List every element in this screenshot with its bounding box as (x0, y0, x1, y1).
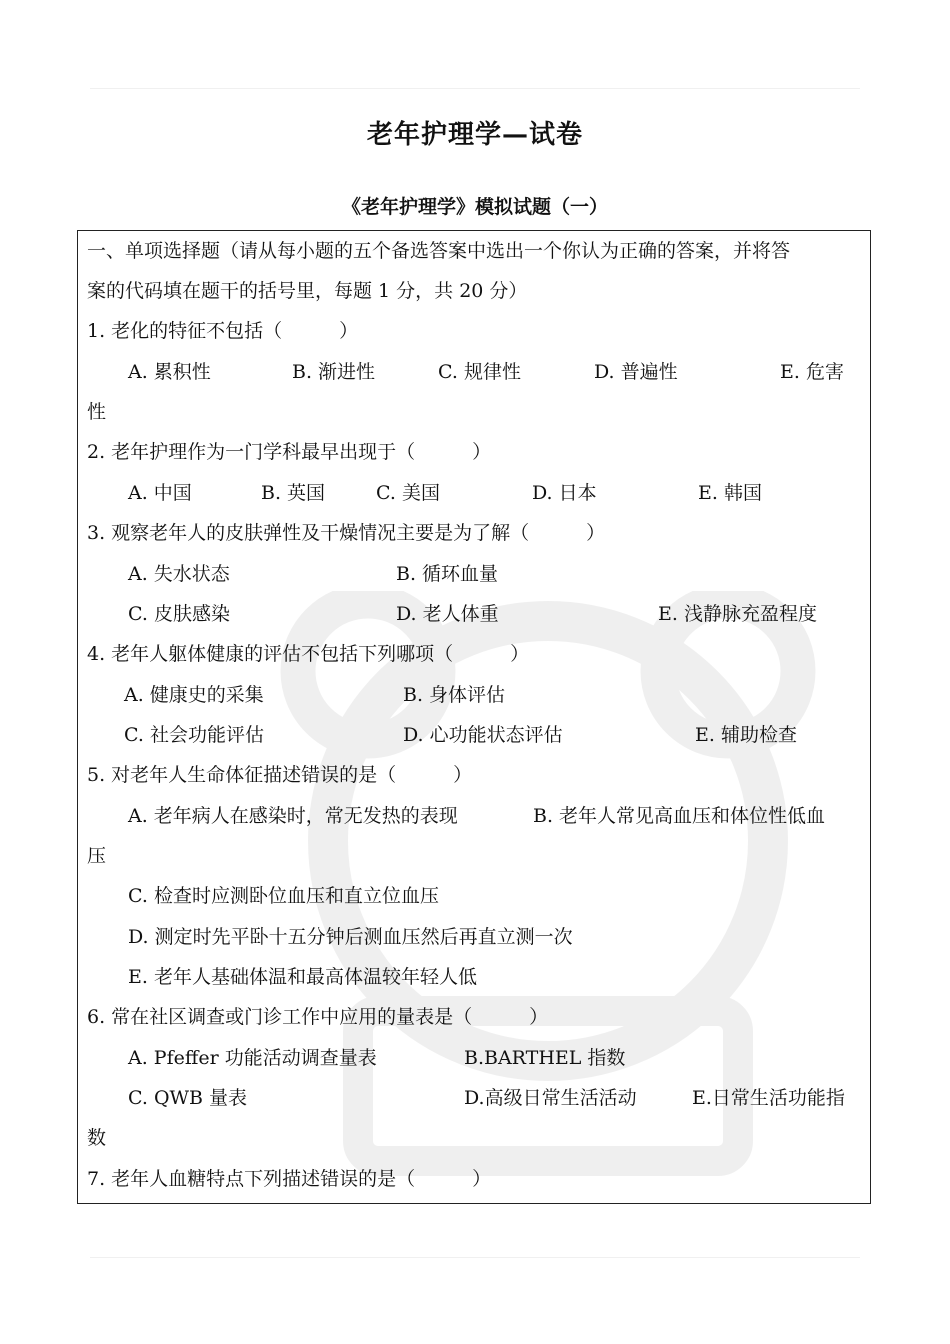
option-item: A. 健康史的采集 (124, 684, 264, 706)
question-stem: 4. 老年人躯体健康的评估不包括下列哪项（ ） (87, 643, 530, 665)
option-item: B. 老年人常见高血压和体位性低血 (533, 805, 826, 827)
option-item: B. 循环血量 (396, 563, 499, 585)
option-item: A. 中国 (128, 482, 192, 504)
bottom-rule (90, 1257, 860, 1258)
top-rule (90, 88, 860, 89)
option-item: C. QWB 量表 (128, 1087, 248, 1109)
question-stem: 2. 老年护理作为一门学科最早出现于（ ） (87, 441, 492, 463)
option-item: A. 累积性 (128, 361, 211, 383)
question-stem: 5. 对老年人生命体征描述错误的是（ ） (87, 764, 473, 786)
section-heading-line-1: 一、单项选择题（请从每小题的五个备选答案中选出一个你认为正确的答案，并将答 (87, 240, 791, 262)
section-heading-line-2: 案的代码填在题干的括号里，每题 1 分，共 20 分） (87, 280, 528, 302)
option-item: C. 社会功能评估 (124, 724, 264, 746)
question-stem: 6. 常在社区调查或门诊工作中应用的量表是（ ） (87, 1006, 549, 1028)
option-item: E. 浅静脉充盈程度 (658, 603, 817, 625)
option-item: B. 英国 (261, 482, 326, 504)
option-item: C. 皮肤感染 (128, 603, 230, 625)
option-wrap-text: 性 (87, 401, 107, 423)
option-item: D. 老人体重 (396, 603, 499, 625)
option-item: A. 老年病人在感染时，常无发热的表现 (128, 805, 458, 827)
option-item: D.高级日常生活活动 (464, 1087, 637, 1109)
option-item: E.日常生活功能指 (692, 1087, 845, 1109)
option-wrap-text: 压 (87, 845, 107, 867)
question-stem: 1. 老化的特征不包括（ ） (87, 320, 359, 342)
option-item: A. Pfeffer 功能活动调查量表 (128, 1047, 377, 1069)
question-stem: 3. 观察老年人的皮肤弹性及干燥情况主要是为了解（ ） (87, 522, 606, 544)
exam-subtitle: 《老年护理学》模拟试题（一） (341, 196, 608, 218)
question-stem: 7. 老年人血糖特点下列描述错误的是（ ） (87, 1168, 492, 1190)
option-item: D. 日本 (532, 482, 597, 504)
option-item: E. 老年人基础体温和最高体温较年轻人低 (128, 966, 477, 988)
page-title: 老年护理学—试卷 (366, 120, 583, 150)
option-item: D. 心功能状态评估 (403, 724, 563, 746)
option-item: D. 普遍性 (594, 361, 678, 383)
option-item: E. 韩国 (698, 482, 762, 504)
option-item: E. 危害 (780, 361, 844, 383)
option-item: C. 检查时应测卧位血压和直立位血压 (128, 885, 439, 907)
option-item: A. 失水状态 (128, 563, 230, 585)
option-item: D. 测定时先平卧十五分钟后测血压然后再直立测一次 (128, 926, 573, 948)
option-item: B. 身体评估 (403, 684, 506, 706)
option-wrap-text: 数 (87, 1127, 107, 1149)
option-item: C. 规律性 (438, 361, 521, 383)
option-item: C. 美国 (376, 482, 440, 504)
question-box (77, 230, 871, 1204)
option-item: B.BARTHEL 指数 (464, 1047, 626, 1069)
option-item: E. 辅助检查 (695, 724, 797, 746)
option-item: B. 渐进性 (292, 361, 376, 383)
